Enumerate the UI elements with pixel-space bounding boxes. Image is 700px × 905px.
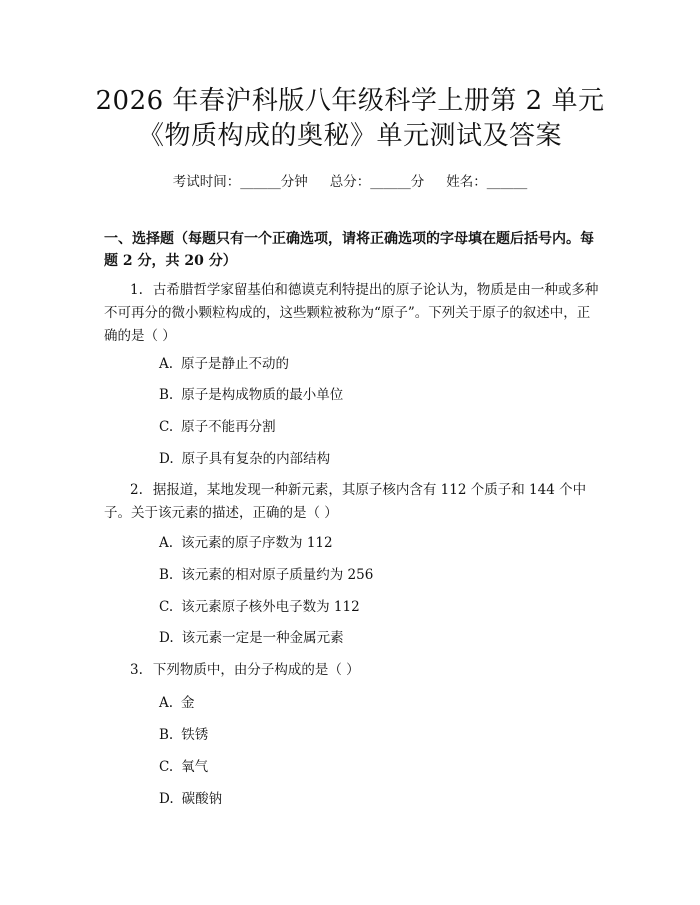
option-1c: [159, 418, 276, 436]
option-letter: D.: [159, 630, 174, 646]
option-text: 该元素的相对原子质量约为 256: [181, 567, 374, 583]
question-1: [104, 279, 602, 348]
option-text: 金: [181, 695, 195, 711]
option-text: 该元素原子核外电子数为 112: [181, 599, 360, 615]
question-number: 3.: [130, 662, 143, 678]
name-field: 姓名：______: [446, 174, 528, 190]
option-letter: D.: [159, 451, 174, 467]
option-text: 碳酸钠: [181, 791, 223, 807]
exam-meta-row: [0, 170, 700, 190]
option-text: 原子具有复杂的内部结构: [181, 451, 331, 467]
option-letter: B.: [159, 387, 174, 403]
option-3c: [159, 758, 208, 776]
option-letter: A.: [159, 695, 174, 711]
option-2c: [159, 598, 360, 616]
option-2a: [159, 534, 333, 552]
option-2d: [159, 629, 344, 647]
option-2b: [159, 566, 373, 584]
option-letter: D.: [159, 791, 174, 807]
question-number: 1.: [130, 282, 143, 298]
option-text: 原子是构成物质的最小单位: [181, 387, 344, 403]
option-letter: B.: [159, 567, 174, 583]
question-text: 古希腊哲学家留基伯和德谟克利特提出的原子论认为，物质是由一种或多种不可再分的微小颗粒构成的，这些颗粒被称为“原子”。下列关于原子的叙述中，正确的是（ ）: [104, 282, 599, 344]
option-letter: A.: [159, 356, 174, 372]
option-text: 原子不能再分割: [181, 419, 276, 435]
option-text: 该元素的原子序数为 112: [181, 535, 333, 551]
question-text: 据报道，某地发现一种新元素，其原子核内含有 112 个质子和 144 个中子。关于该元素的描述，正确的是（ ）: [104, 482, 587, 521]
option-3b: [159, 726, 208, 744]
option-letter: B.: [159, 727, 174, 743]
total-score-field: 总分：______分: [329, 174, 425, 190]
option-letter: A.: [159, 535, 174, 551]
exam-time-field: 考试时间：______分钟: [172, 174, 308, 190]
section-heading: 一、选择题（每题只有一个正确选项，请将正确选项的字母填在题后括号内。每题 2 分，共 20 分）: [104, 231, 594, 269]
option-letter: C.: [159, 759, 174, 775]
option-1b: [159, 386, 343, 404]
question-3: [104, 659, 602, 682]
option-1a: [159, 355, 289, 373]
question-text: 下列物质中，由分子构成的是（ ）: [152, 662, 360, 678]
document-title-line2: 《物质构成的奥秘》单元测试及答案: [137, 121, 562, 151]
option-3d: [159, 790, 222, 808]
document-title-line1: 2026 年春沪科版八年级科学上册第 2 单元: [95, 86, 605, 116]
option-text: 铁锈: [181, 727, 209, 743]
option-letter: C.: [159, 419, 174, 435]
option-text: 该元素一定是一种金属元素: [181, 630, 344, 646]
option-3a: [159, 694, 195, 712]
option-text: 原子是静止不动的: [181, 356, 290, 372]
option-letter: C.: [159, 599, 174, 615]
question-2: [104, 479, 602, 525]
option-text: 氧气: [181, 759, 209, 775]
option-1d: [159, 450, 330, 468]
question-number: 2.: [130, 482, 143, 498]
